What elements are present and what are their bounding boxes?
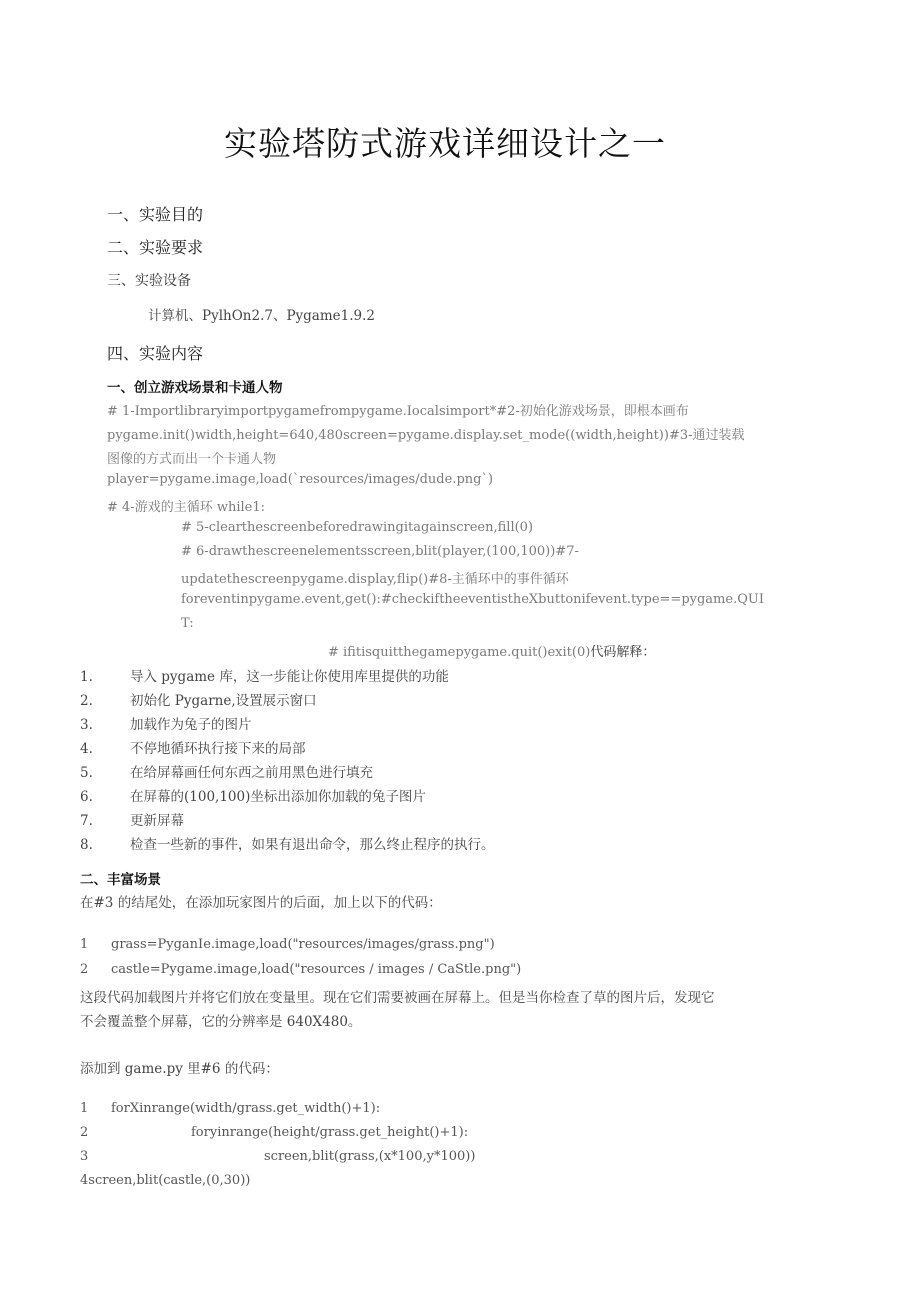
paragraph: 不会覆盖整个屏幕，它的分辨率是 640X480。 (80, 1014, 362, 1030)
code-line (328, 641, 655, 660)
paragraph: 这段代码加载图片并将它们放在变量里。现在它们需要被画在屏幕上。但是当你检查了草的图片后，发现它 (80, 990, 715, 1006)
code-line: # 6-drawthescreenelementsscreen,blit(player,(100,100))#7- (181, 544, 579, 559)
equipment-list: 计算机、PylhOn2.7、Pygame1.9.2 (148, 308, 375, 324)
code-text: # ifitisquitthegamepygame.quit()exit(0) (328, 645, 591, 660)
code-line: T: (181, 616, 194, 631)
list-item: 4. 不停地循环执行接下来的局部 (80, 741, 306, 757)
part2-intro2: 添加到 game.py 里#6 的代码： (80, 1061, 279, 1077)
list-item: 6. 在屏幕的(100,100)坐标出添加你加载的兔子图片 (80, 789, 426, 805)
code-line: pygame.init()width,height=640,480screen=pygame.display.set_mode((width,height))#3-通过装载 (107, 428, 745, 443)
code-line: updatethescreenpygame.display,flip()#8-主循环中的事件循环 (181, 572, 569, 587)
code-line: # 5-clearthescreenbeforedrawingitagainscreen,fill(0) (181, 520, 534, 535)
list-item: 5. 在给屏幕画任何东西之前用黑色进行填充 (80, 765, 373, 781)
code-line: 3 screen,blit(grass,(x*100,y*100)) (80, 1149, 476, 1164)
section-purpose: 一、实验目的 (107, 205, 204, 224)
code-line: 2 castle=Pygame.image,load("resources / images / CaStle.png") (80, 962, 522, 977)
code-line: player=pygame.image,load(`resources/images/dude.png`) (107, 472, 494, 487)
code-line: # 4-游戏的主循环 while1: (107, 500, 265, 515)
code-explain-label: 代码解释： (590, 645, 656, 660)
list-item: 7. 更新屏幕 (80, 813, 184, 829)
code-line: # 1-Importlibraryimportpygamefrompygame.Iocalsimport*#2-初始化游戏场景，即根本画布 (107, 404, 689, 419)
part2-heading: 二、丰富场景 (80, 872, 161, 888)
code-line: 1 grass=PyganIe.image,load("resources/images/grass.png") (80, 937, 495, 952)
code-line: 4screen,blit(castle,(0,30)) (80, 1173, 251, 1188)
list-item: 2. 初始化 Pygarne,设置展示窗口 (80, 693, 317, 709)
list-item: 8. 检查一些新的事件，如果有退出命令，那么终止程序的执行。 (80, 837, 495, 853)
part2-intro: 在#3 的结尾处，在添加玩家图片的后面，加上以下的代码： (80, 895, 442, 911)
section-equipment: 三、实验设备 (107, 273, 191, 289)
section-content: 四、实验内容 (107, 344, 204, 363)
section-requirements: 二、实验要求 (107, 238, 204, 257)
list-item: 1. 导入 pygame 库，这一步能让你使用库里提供的功能 (80, 669, 449, 685)
code-line: 图像的方式而出一个卡通人物 (107, 452, 277, 467)
list-item: 3. 加载作为兔子的图片 (80, 717, 252, 733)
page-title: 实验塔防式游戏详细设计之一 (224, 124, 666, 163)
part1-heading: 一、创立游戏场景和卡通人物 (107, 380, 283, 396)
code-line: 1 forXinrange(width/grass.get_width()+1): (80, 1101, 381, 1116)
code-line: foreventinpygame.event,get():#checkiftheeventistheXbuttonifevent.type==pygame.QUI (181, 592, 764, 607)
code-line: 2 foryinrange(height/grass.get_height()+1): (80, 1125, 469, 1140)
